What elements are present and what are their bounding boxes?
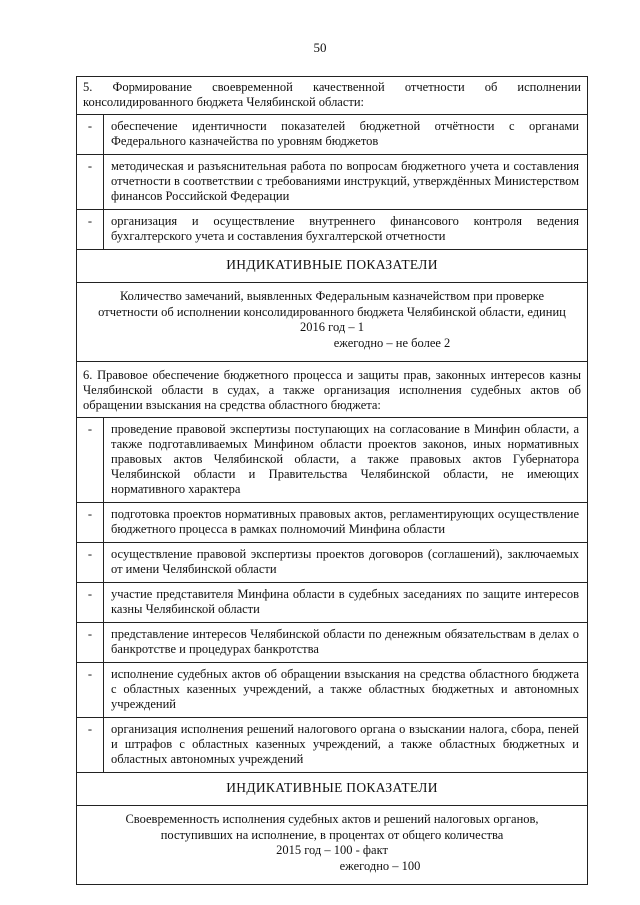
row-text: методическая и разъяснительная работа по вопросам бюджетного учета и составления отчетности в соответствии с требованиями инструкций, утверждённых Министерством финансов Российской Федерации: [111, 159, 579, 203]
row-dash: -: [77, 155, 104, 209]
row-text: проведение правовой экспертизы поступающих на согласование в Минфин области, а также подготавливаемых Минфином области проектов законов, иных нормативных правовых актов Челябинской области, а также правовых актов Губернатора Челябинской области и Правительства Челябинской области, не имеющих нормативного характера: [111, 422, 579, 496]
page-number: 50: [313, 40, 327, 55]
table-row: [77, 502, 587, 542]
indicator-line: Своевременность исполнения судебных актов и решений налоговых органов,: [125, 812, 539, 826]
section-5-heading: 5. Формирование своевременной качественной отчетности об исполнении консолидированного бюджета Челябинской области:: [83, 80, 581, 109]
table-row: [77, 417, 587, 502]
row-dash: -: [77, 210, 104, 249]
indicator-value: 2015 год – 100 - факт: [276, 843, 388, 857]
row-text: представление интересов Челябинской области по денежным обязательствам в делах о банкротстве и процедурах банкротства: [111, 627, 579, 656]
table-row: [77, 717, 587, 772]
indicators-title: ИНДИКАТИВНЫЕ ПОКАЗАТЕЛИ: [77, 249, 587, 282]
table-row: [77, 114, 587, 154]
row-dash: -: [77, 583, 104, 622]
row-dash: -: [77, 718, 104, 772]
indicator-value: ежегодно – не более 2: [333, 335, 451, 350]
row-dash: -: [77, 623, 104, 662]
plan-table: [76, 76, 588, 885]
indicator-block: [77, 805, 587, 884]
row-text: организация и осуществление внутреннего финансового контроля ведения бухгалтерского учета и составления бухгалтерской отчетности: [111, 214, 579, 243]
section-6-heading: 6. Правовое обеспечение бюджетного процесса и защиты прав, законных интересов казны Челябинской области в судах, а также организация исполнения судебных актов об обращении взыскания на средства областного бюджета:: [77, 361, 587, 417]
indicator-line: отчетности об исполнении консолидированного бюджета Челябинской области, единиц: [98, 304, 566, 319]
row-dash: -: [77, 503, 104, 542]
indicator-line: Количество замечаний, выявленных Федеральным казначейством при проверке: [119, 289, 545, 303]
indicator-value: 2016 год – 1: [300, 320, 364, 334]
row-text: организация исполнения решений налогового органа о взыскании налога, сбора, пеней и штрафов с областных казенных учреждений, а также областных бюджетных и областных автономных учреждений: [111, 722, 579, 766]
table-row: [77, 662, 587, 717]
indicator-line: поступивших на исполнение, в процентах от общего количества: [160, 827, 504, 842]
row-dash: -: [77, 115, 104, 154]
table-row: [77, 622, 587, 662]
indicator-value: ежегодно – 100: [339, 858, 421, 873]
row-text: подготовка проектов нормативных правовых актов, регламентирующих осуществление бюджетного процесса в рамках полномочий Минфина области: [111, 507, 579, 536]
row-text: осуществление правовой экспертизы проектов договоров (соглашений), заключаемых от имени Челябинской области: [111, 547, 579, 576]
row-text: исполнение судебных актов об обращении взыскания на средства областного бюджета с областных казенных учреждений, а также областных бюджетных и автономных учреждений: [111, 667, 579, 711]
row-text: участие представителя Минфина области в судебных заседаниях по защите интересов казны Челябинской области: [111, 587, 579, 616]
indicators-title: ИНДИКАТИВНЫЕ ПОКАЗАТЕЛИ: [77, 772, 587, 805]
indicator-block: [77, 282, 587, 361]
row-dash: -: [77, 663, 104, 717]
table-row: [77, 542, 587, 582]
table-row: [77, 582, 587, 622]
row-dash: -: [77, 418, 104, 502]
row-dash: -: [77, 543, 104, 582]
table-row: [77, 209, 587, 249]
table-row: [77, 154, 587, 209]
row-text: обеспечение идентичности показателей бюджетной отчётности с органами Федерального казначейства по уровням бюджетов: [111, 119, 579, 148]
